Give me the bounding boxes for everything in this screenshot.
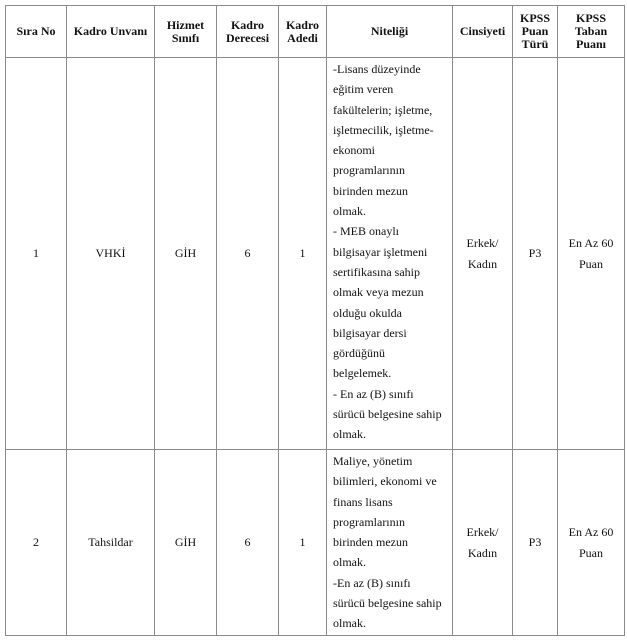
header-row bbox=[6, 6, 625, 58]
header-niteligi: Niteliği bbox=[327, 6, 453, 58]
cell-hizmet-sinifi: GİH bbox=[155, 58, 217, 450]
header-kadro-derecesi: Kadro Derecesi bbox=[217, 6, 279, 58]
header-cinsiyeti: Cinsiyeti bbox=[453, 6, 513, 58]
table-row bbox=[6, 58, 625, 450]
cell-kadro-derecesi: 6 bbox=[217, 450, 279, 636]
cell-hizmet-sinifi: GİH bbox=[155, 450, 217, 636]
header-kpss-taban-puani: KPSS Taban Puanı bbox=[558, 6, 625, 58]
cell-niteligi: Maliye, yönetim bilimleri, ekonomi ve finans lisans programlarının birinden mezun olmak. -En az (B) sınıfı sürücü belgesine sahip olmak. bbox=[327, 450, 453, 636]
header-sira-no: Sıra No bbox=[6, 6, 67, 58]
cell-cinsiyeti: Erkek/ Kadın bbox=[453, 450, 513, 636]
header-kpss-puan-turu: KPSS Puan Türü bbox=[513, 6, 558, 58]
cell-kpss-taban-puani: En Az 60 Puan bbox=[558, 450, 625, 636]
cell-kadro-adedi: 1 bbox=[279, 450, 327, 636]
cell-cinsiyeti: Erkek/ Kadın bbox=[453, 58, 513, 450]
personnel-table bbox=[5, 5, 625, 636]
cell-sira-no: 2 bbox=[6, 450, 67, 636]
cell-niteligi: -Lisans düzeyinde eğitim veren fakültelerin; işletme, işletmecilik, işletme- ekonomi programlarının birinden mezun olmak. - MEB onaylı bilgisayar işletmeni sertifikasına sahip olmak veya mezun olduğu okulda bilgisayar dersi gördüğünü belgelemek. - En az (B) sınıfı sürücü belgesine sahip olmak. bbox=[327, 58, 453, 450]
cell-kadro-derecesi: 6 bbox=[217, 58, 279, 450]
cell-kadro-adedi: 1 bbox=[279, 58, 327, 450]
cell-kpss-taban-puani: En Az 60 Puan bbox=[558, 58, 625, 450]
cell-kadro-unvani: Tahsildar bbox=[67, 450, 155, 636]
table-row bbox=[6, 450, 625, 636]
cell-sira-no: 1 bbox=[6, 58, 67, 450]
header-kadro-unvani: Kadro Unvanı bbox=[67, 6, 155, 58]
cell-kpss-puan-turu: P3 bbox=[513, 450, 558, 636]
cell-kadro-unvani: VHKİ bbox=[67, 58, 155, 450]
header-hizmet-sinifi: Hizmet Sınıfı bbox=[155, 6, 217, 58]
cell-kpss-puan-turu: P3 bbox=[513, 58, 558, 450]
header-kadro-adedi: Kadro Adedi bbox=[279, 6, 327, 58]
